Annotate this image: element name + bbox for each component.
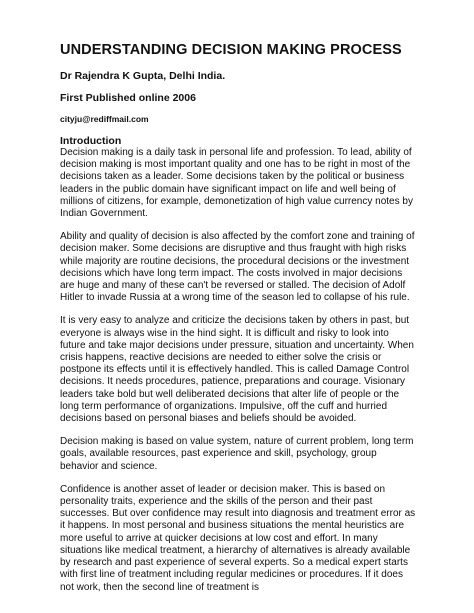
paragraph: It is very easy to analyze and criticize the decisions taken by others in past, but everyone is always wise in the hind sight. It is difficult and risky to look into future and take major decisions under pressure, situation and uncertainty. When crisis happens, reactive decisions are needed to either solve the crisis or postpone its effects until it is effectively handled. This is called Damage Control decisions. It needs procedures, patience, preparations and courage. Visionary leaders take bold but well deliberated decisions that alter life of people or the long term performance of organizations. Impulsive, off the cuff and hurried decisions based on personal biases and beliefs should be avoided. bbox=[60, 315, 414, 425]
document-title: UNDERSTANDING DECISION MAKING PROCESS bbox=[60, 42, 402, 58]
section-heading: Introduction bbox=[60, 135, 122, 147]
publication-note: First Published online 2006 bbox=[60, 92, 196, 104]
paragraph: Confidence is another asset of leader or decision maker. This is based on personality traits, experience and the skills of the person and their past successes. But over confidence may result into diagnosis and treatment error as it happens. In most personal and business situations the mental heuristics are more useful to arrive at quicker decisions at low cost and effort. In many situations like medical treatment, a hierarchy of alternatives is already available by research and past experience of several experts. So a medical expert starts with first line of treatment including regular medicines or procedures. If it does not work, then the second line of treatment is bbox=[60, 483, 416, 593]
paragraph: Decision making is a daily task in personal life and profession. To lead, ability of decision making is most important quality and one has to be right in most of the decisions taken as a leader. Some decisions taken by the political or business leaders in the public domain have significant impact on life and well being of millions of citizens, for example, demonetization of high value currency notes by Indian Government. bbox=[60, 147, 413, 220]
paragraph: Decision making is based on value system, nature of current problem, long term goals, available resources, past experience and skill, psychology, group behavior and science. bbox=[60, 436, 414, 472]
paragraph: Ability and quality of decision is also affected by the comfort zone and training of decision maker. Some decisions are disruptive and thus fraught with high risks while majority are routine decisions, the procedural decisions or the investment decisions which have long term impact. The costs involved in major decisions are huge and many of these can't be reversed or stalled. The decision of Adolf Hitler to invade Russia at a wrong time of the season led to collapse of his rule. bbox=[60, 231, 415, 304]
author-email: cityju@rediffmail.com bbox=[60, 114, 149, 124]
author-line: Dr Rajendra K Gupta, Delhi India. bbox=[60, 70, 226, 82]
